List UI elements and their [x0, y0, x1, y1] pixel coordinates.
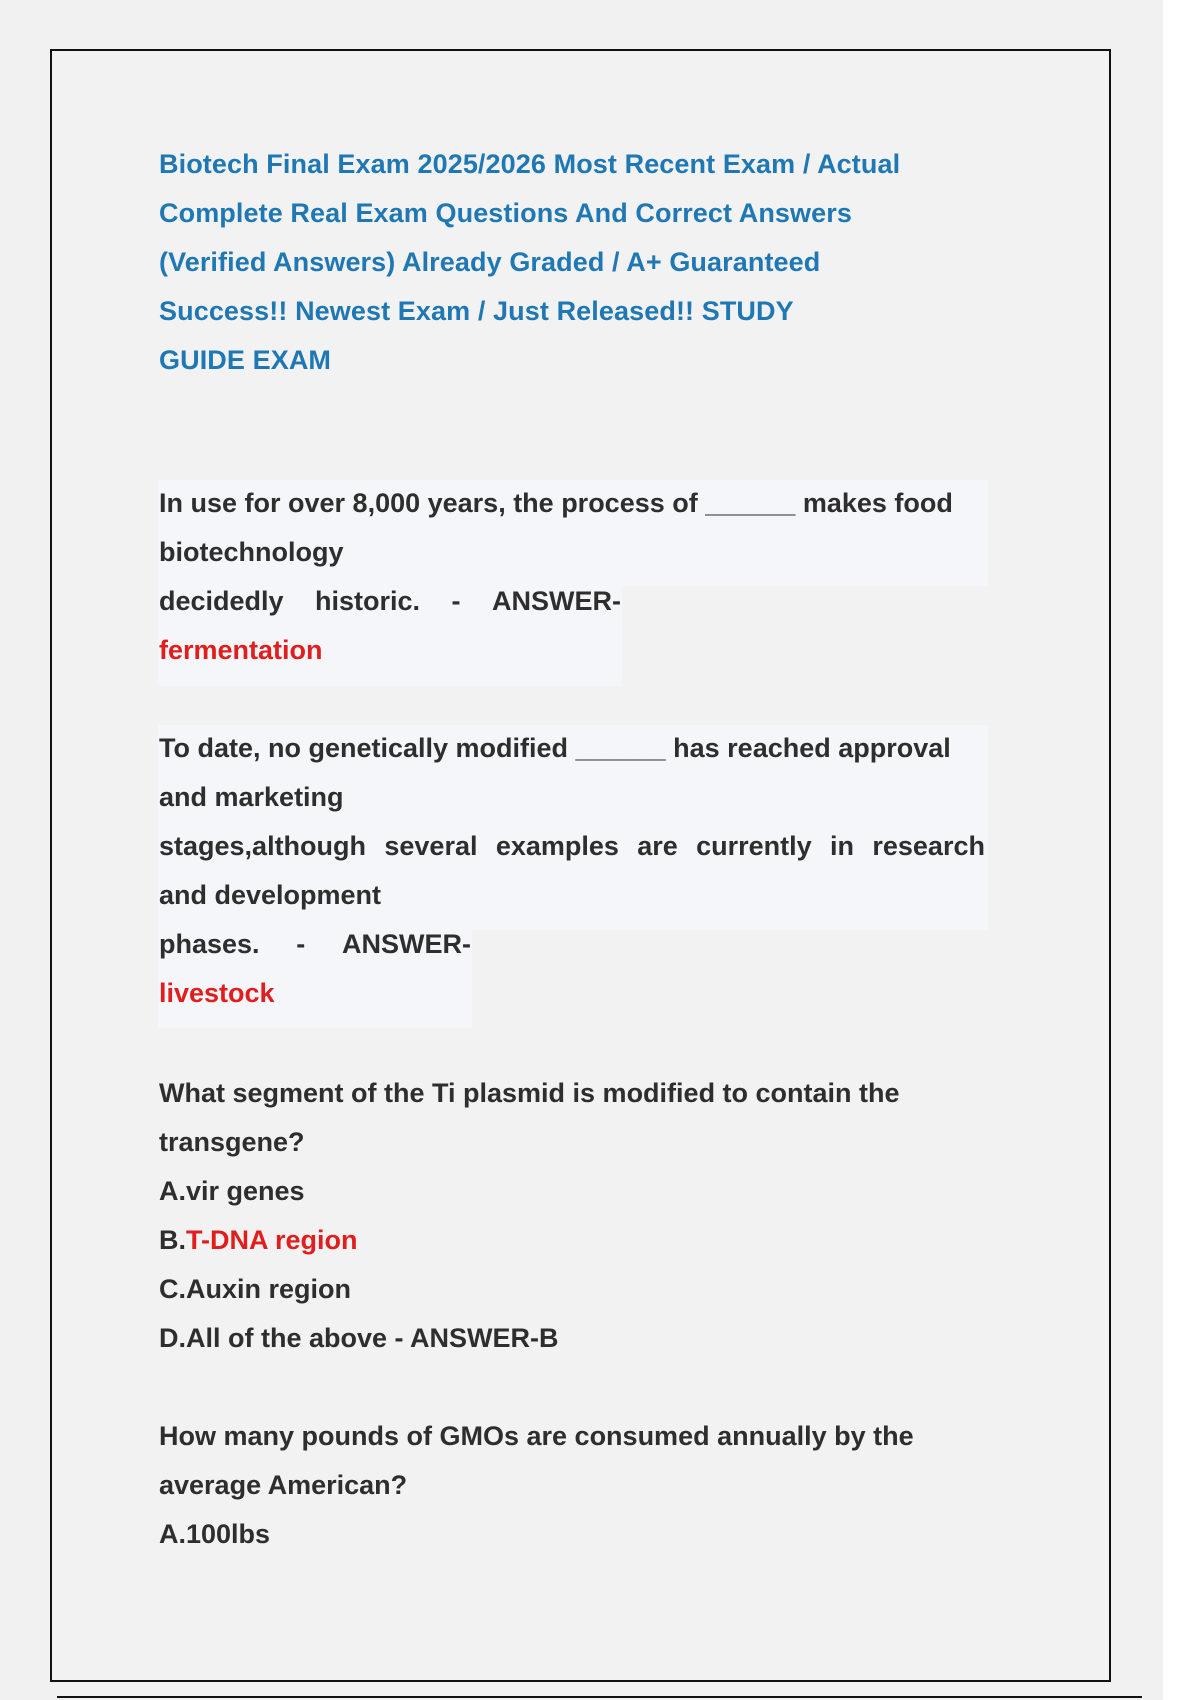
word: are	[637, 831, 678, 861]
title-line: (Verified Answers) Already Graded / A+ Guaranteed	[159, 247, 821, 277]
question-text-line: biotechnology	[159, 537, 344, 567]
justified-line	[159, 822, 985, 871]
title-line: Success!! Newest Exam / Just Released!! STUDY	[159, 296, 794, 326]
question-text-line: How many pounds of GMOs are consumed annually by the	[159, 1421, 914, 1451]
question-text-line: What segment of the Ti plasmid is modified to contain the	[159, 1078, 900, 1108]
option-letter: B.	[159, 1225, 186, 1255]
option-c: C.Auxin region	[159, 1274, 352, 1304]
word: decidedly	[159, 586, 284, 616]
question-text-line: average American?	[159, 1470, 408, 1500]
question-1	[159, 479, 989, 675]
question-text-line: In use for over 8,000 years, the process of ______ makes food	[159, 488, 953, 518]
word: phases.	[159, 929, 260, 959]
option-d: D.All of the above - ANSWER-B	[159, 1323, 559, 1353]
word: historic.	[315, 586, 421, 616]
word: currently	[696, 831, 812, 861]
title-line: Complete Real Exam Questions And Correct Answers	[159, 198, 852, 228]
title-line: GUIDE EXAM	[159, 345, 332, 375]
option-a: A.vir genes	[159, 1176, 305, 1206]
word: -	[296, 929, 306, 959]
word: several	[384, 831, 478, 861]
title-line: Biotech Final Exam 2025/2026 Most Recent Exam / Actual	[159, 149, 901, 179]
answer-line	[159, 920, 471, 969]
question-4	[159, 1412, 989, 1559]
word: stages,although	[159, 831, 367, 861]
word: ANSWER-	[491, 586, 621, 616]
question-2	[159, 724, 989, 1018]
question-text-line: and marketing	[159, 782, 344, 812]
option-b	[159, 1216, 989, 1265]
question-text-line: and development	[159, 880, 382, 910]
answer-text: livestock	[159, 978, 275, 1008]
word: -	[451, 586, 461, 616]
answer-line	[159, 577, 621, 626]
word: research	[872, 831, 985, 861]
question-3	[159, 1069, 989, 1363]
question-text-line: transgene?	[159, 1127, 305, 1157]
correct-option-text: T-DNA region	[186, 1225, 358, 1255]
right-margin-strip	[1163, 0, 1200, 1700]
word: ANSWER-	[342, 929, 471, 959]
word: in	[830, 831, 855, 861]
word: examples	[495, 831, 619, 861]
answer-text: fermentation	[159, 635, 323, 665]
bottom-rule	[57, 1696, 1142, 1698]
option-a: A.100lbs	[159, 1519, 271, 1549]
document-title	[159, 140, 959, 385]
question-text-line: To date, no genetically modified ______ has reached approval	[159, 733, 951, 763]
